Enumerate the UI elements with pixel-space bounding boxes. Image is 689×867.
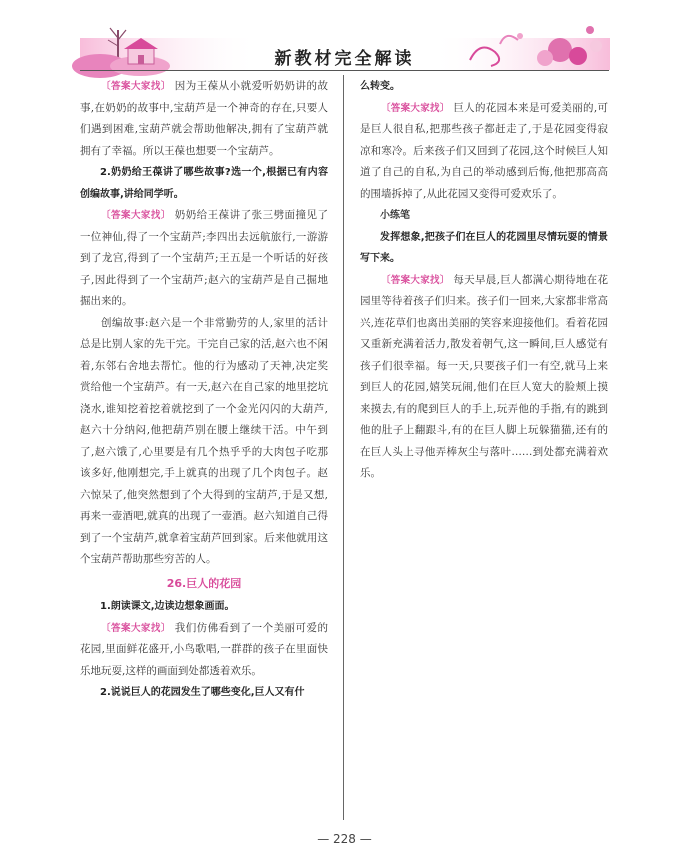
- right-column: [360, 76, 608, 485]
- answer-text: 奶奶给王葆讲了张三劈面撞见了一位神仙,得了一个宝葫芦;李四出去远航旅行,一游游到了龙宫,得到了一个宝葫芦;王五是一个听话的好孩子,因此得到了一个宝葫芦;赵六的宝葫芦是自己掘地掘出来的。: [80, 209, 328, 307]
- question: 发挥想象,把孩子们在巨人的花园里尽情玩耍的情景写下来。: [360, 231, 608, 264]
- practice-title: 小练笔: [380, 210, 410, 221]
- page-number: — 228 —: [317, 832, 372, 846]
- header-rule: [80, 70, 609, 71]
- answer-text: 因为王葆从小就爱听奶奶讲的故事,在奶奶的故事中,宝葫芦是一个神奇的存在,只要人们遇到困难,宝葫芦就会帮助他解决,拥有了宝葫芦就拥有了幸福。所以王葆也想要一个宝葫芦。: [80, 80, 328, 157]
- paragraph: [80, 205, 328, 313]
- answer-label: 〔答案大家找〕: [381, 102, 450, 114]
- question: 2.说说巨人的花园发生了哪些变化,巨人又有什: [100, 687, 305, 698]
- answer-text: 巨人的花园本来是可爱美丽的,可是巨人很自私,把那些孩子都赶走了,于是花园变得寂凉和寒冷。后来孩子们又回到了花园,这个时候巨人知道了自己的自私,为自己的举动感到后悔,他把那高高的围墙拆掉了,从此花园又变得可爱欢乐了。: [360, 101, 608, 200]
- paragraph: [80, 618, 328, 683]
- page-header: [0, 0, 689, 80]
- question: 2.奶奶给王葆讲了哪些故事?选一个,根据已有内容创编故事,讲给同学听。: [80, 167, 328, 200]
- answer-label: 〔答案大家找〕: [101, 81, 171, 92]
- answer-label: 〔答案大家找〕: [381, 274, 450, 286]
- column-divider: [343, 75, 344, 820]
- left-column: [80, 76, 328, 704]
- paragraph: [360, 98, 608, 206]
- answer-text: 我们仿佛看到了一个美丽可爱的花园,里面鲜花盛开,小鸟歌唱,一群群的孩子在里面快乐地玩耍,这样的画面到处都透着欢乐。: [80, 621, 328, 677]
- header-title: 新教材完全解读: [274, 49, 415, 69]
- question: 1.朗读课文,边读边想象画面。: [100, 601, 235, 612]
- paragraph: 创编故事:赵六是一个非常勤劳的人,家里的活计总是比别人家的先干完。干完自己家的活,赵六也不闲着,东邻右舍地去帮忙。他的行为感动了天神,决定奖赏给他一个宝葫芦。有一天,赵六在自己家的地里挖坑浇水,谁知挖着挖着就挖到了一个金光闪闪的大葫芦,赵六十分纳闷,他把葫芦别在腰上继续干活。中午到了,赵六饿了,心里要是有几个热乎乎的大肉包子吃那该多好,他刚想完,手上就真的出现了几个肉包子。赵六惊呆了,他突然想到了个大得到的宝葫芦,于是又想,再来一壶酒吧,就真的出现了一壶酒。赵六知道自己得到了一个宝葫芦,就拿着宝葫芦回到家。后来他就用这个宝葫芦帮助那些穷苦的人。: [80, 316, 328, 565]
- answer-label: 〔答案大家找〕: [101, 210, 171, 221]
- question-continued: 么转变。: [360, 81, 400, 92]
- answer-label: 〔答案大家找〕: [101, 622, 171, 634]
- paragraph: [360, 270, 608, 485]
- section-title: 26.巨人的花园: [166, 576, 242, 590]
- paragraph: [80, 76, 328, 162]
- answer-text: 每天早晨,巨人都满心期待地在花园里等待着孩子们归来。孩子们一回来,大家都非常高兴,连花草们也离出美丽的笑容来迎接他们。看着花园又重新充满着活力,散发着朝气,这一瞬间,巨人感觉有孩子们很幸福。每一天,只要孩子们一有空,就马上来到巨人的花园,嬉笑玩闹,他们在巨人宽大的脸颊上摸来摸去,有的爬到巨人的手上,玩弄他的手指,有的跳到他的肚子上翻跟斗,有的在巨人脚上玩躲猫猫,还有的在巨人头上寻他弄棒灰尘与落叶……到处都充满着欢乐。: [360, 273, 608, 479]
